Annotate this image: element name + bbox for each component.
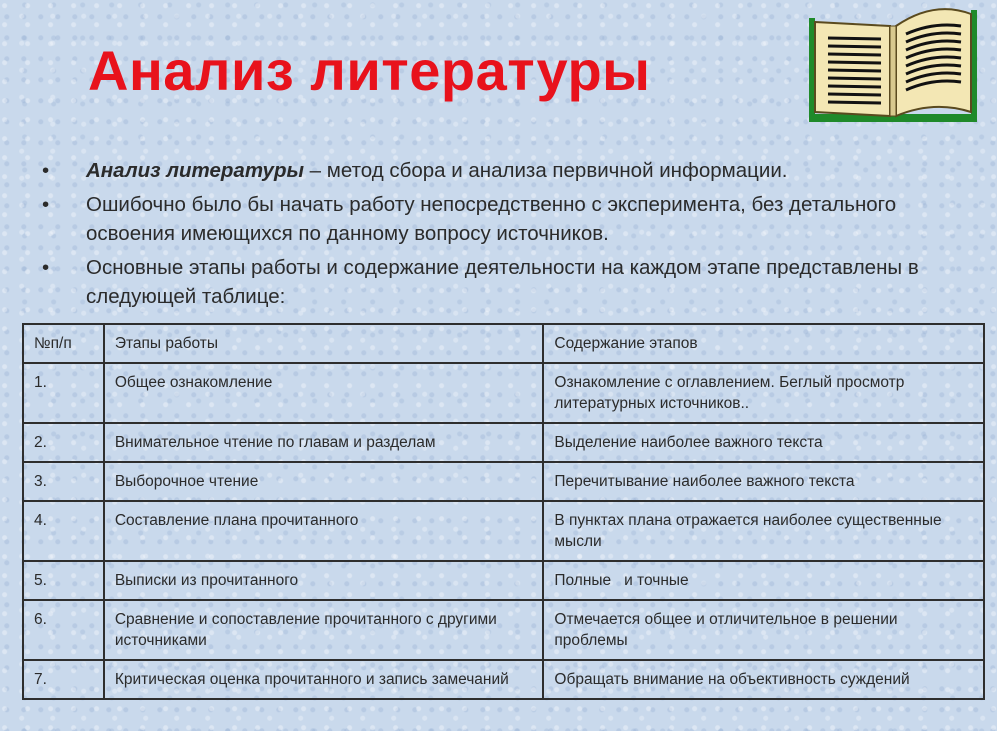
cell-stage: Критическая оценка прочитанного и запись замечаний xyxy=(104,660,544,699)
cell-number: 5. xyxy=(23,561,104,600)
table-header-row xyxy=(23,324,984,363)
bullet-marker: • xyxy=(42,159,50,182)
cell-content: Ознакомление с оглавлением. Беглый просмотр литературных источников.. xyxy=(543,363,984,423)
bullet-marker: • xyxy=(42,256,50,279)
header-number: №п/п xyxy=(23,324,104,363)
cell-content: Выделение наиболее важного текста xyxy=(543,423,984,462)
table-row xyxy=(23,660,984,699)
cell-number: 4. xyxy=(23,501,104,561)
stages-table xyxy=(22,323,985,700)
cell-stage: Сравнение и сопоставление прочитанного с другими источниками xyxy=(104,600,544,660)
cell-content: Отмечается общее и отличительное в решении проблемы xyxy=(543,600,984,660)
page-title: Анализ литературы xyxy=(88,39,651,102)
cell-stage: Выписки из прочитанного xyxy=(104,561,544,600)
table-row xyxy=(23,423,984,462)
table-row xyxy=(23,600,984,660)
table-row xyxy=(23,561,984,600)
cell-content: В пунктах плана отражается наиболее существенные мысли xyxy=(543,501,984,561)
header-content: Содержание этапов xyxy=(543,324,984,363)
cell-number: 1. xyxy=(23,363,104,423)
cell-stage: Выборочное чтение xyxy=(104,462,544,501)
bullet-text: – метод сбора и анализа первичной информации. xyxy=(303,159,788,182)
cell-number: 6. xyxy=(23,600,104,660)
bullet-term: Анализ литературы xyxy=(86,159,304,182)
cell-number: 2. xyxy=(23,423,104,462)
bullet-item xyxy=(42,156,942,185)
header-stage: Этапы работы xyxy=(104,324,544,363)
bullet-item xyxy=(42,190,942,248)
table-row xyxy=(23,501,984,561)
cell-stage: Общее ознакомление xyxy=(104,363,544,423)
bullet-text: Ошибочно было бы начать работу непосредственно с эксперимента, без детального освоения имеющихся по данному вопросу источников. xyxy=(86,193,897,245)
bullet-item xyxy=(42,253,942,311)
cell-number: 7. xyxy=(23,660,104,699)
open-book-icon xyxy=(806,4,980,126)
table-row xyxy=(23,363,984,423)
table-row xyxy=(23,462,984,501)
cell-stage: Составление плана прочитанного xyxy=(104,501,544,561)
bullet-text: Основные этапы работы и содержание деятельности на каждом этапе представлены в следующей таблице: xyxy=(86,256,919,308)
cell-number: 3. xyxy=(23,462,104,501)
cell-content: Полные и точные xyxy=(543,561,984,600)
cell-content: Обращать внимание на объективность суждений xyxy=(543,660,984,699)
bullet-list xyxy=(42,156,942,316)
cell-content: Перечитывание наиболее важного текста xyxy=(543,462,984,501)
bullet-marker: • xyxy=(42,193,50,216)
cell-stage: Внимательное чтение по главам и разделам xyxy=(104,423,544,462)
